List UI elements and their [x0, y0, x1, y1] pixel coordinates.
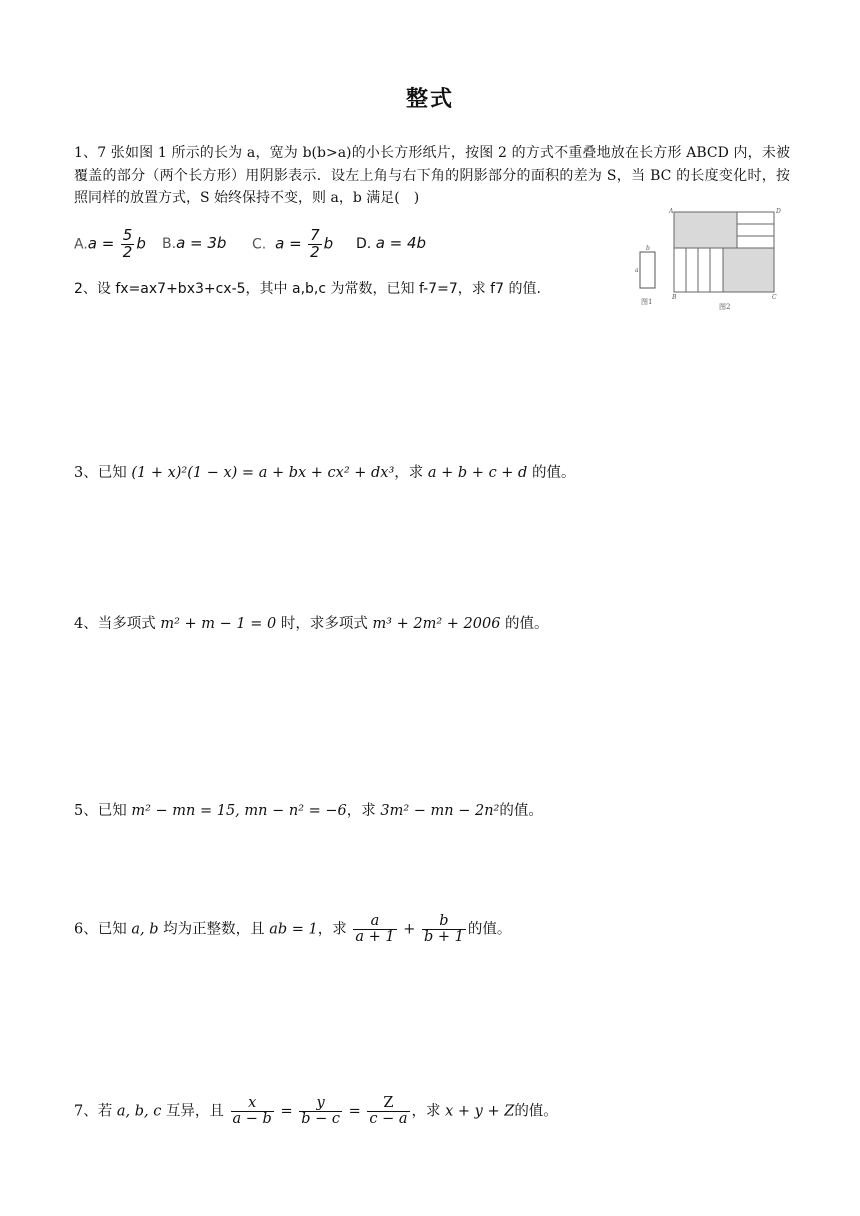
question-1-text: 1、7 张如图 1 所示的长为 a，宽为 b(b>a)的小长方形纸片，按图 2 的方式不重叠地放在长方形 ABCD 内，未被覆盖的部分（两个长方形）用阴影表示．设左上角与右下角的阴影部分的面积的差为 S，当 BC 的长度变化时，按照同样的放置方式，S 始终保持不变，则 a，b 满足( )	[74, 145, 790, 206]
question-7-equals-1: =	[280, 1103, 293, 1120]
option-c-rhs: b	[323, 234, 334, 253]
question-7-f1-numerator: x	[231, 1096, 274, 1112]
question-4-mid: 时，求多项式	[280, 616, 368, 632]
question-5-ask: 3m² − mn − 2n²	[380, 803, 500, 819]
question-7-ask: x + y + Z	[445, 1103, 515, 1120]
page-title: 整式	[405, 87, 454, 112]
option-a-rhs: b	[136, 234, 146, 253]
question-5-mid: ，求	[346, 803, 376, 819]
question-5	[74, 800, 543, 822]
question-4-suffix: 的值。	[505, 616, 549, 632]
question-7-fraction-2	[299, 1096, 342, 1127]
question-6-vars: a, b	[131, 921, 159, 938]
question-6-f1-denominator: a + 1	[355, 929, 395, 946]
question-7-mid2: ，求	[411, 1103, 441, 1120]
figure-1-b-label: b	[646, 245, 650, 252]
question-3-ask: a + b + c + d	[427, 465, 528, 481]
option-c-label: C.	[252, 236, 267, 253]
question-7-f1-denominator: a − b	[232, 1111, 272, 1128]
question-6-condition: ab = 1	[269, 921, 318, 938]
question-7-f2-denominator: b − c	[301, 1111, 340, 1128]
question-5-formula: m² − mn = 15, mn − n² = −6	[131, 803, 347, 819]
corner-c: C	[772, 294, 777, 301]
question-6-f2-denominator: b + 1	[423, 929, 464, 946]
question-6-suffix: 的值。	[467, 921, 512, 938]
question-7-f3-numerator: Z	[367, 1096, 409, 1112]
question-4-prefix: 4、当多项式	[74, 616, 156, 632]
corner-d: D	[776, 208, 781, 215]
question-2: 2、设 fx=ax7+bx3+cx-5，其中 a,b,c 为常数，已知 f-7=7，求 f7 的值.	[74, 281, 541, 297]
option-a-denominator: 2	[122, 242, 133, 261]
corner-a: A	[669, 208, 674, 215]
option-b-label: B.	[162, 236, 177, 252]
question-6-f2-numerator: b	[422, 914, 466, 930]
question-5-suffix: 的值。	[499, 803, 543, 819]
question-7	[74, 1096, 558, 1127]
question-3-suffix: 的值。	[531, 465, 576, 481]
option-a-fraction	[121, 228, 135, 261]
option-c-numerator: 7	[310, 226, 320, 244]
option-d[interactable]	[356, 234, 426, 252]
question-7-mid1: 互异，且	[165, 1103, 224, 1120]
question-6	[74, 914, 511, 945]
question-7-vars: a, b, c	[116, 1103, 162, 1120]
question-4	[74, 613, 549, 635]
question-3-mid: ，求	[394, 465, 424, 481]
option-c-fraction	[308, 228, 322, 261]
question-3-prefix: 3、已知	[74, 465, 127, 481]
option-b-expr: a = 3b	[176, 234, 227, 252]
shaded-bottom-right	[723, 248, 774, 292]
question-4-formula: m² + m − 1 = 0	[160, 616, 277, 632]
option-c-denominator: 2	[310, 242, 320, 261]
shaded-top-left	[674, 212, 737, 248]
question-6-mid2: ，求	[317, 921, 347, 938]
question-6-prefix: 6、已知	[74, 921, 127, 938]
option-d-label: D.	[356, 236, 372, 252]
question-5-prefix: 5、已知	[74, 803, 127, 819]
option-a-numerator: 5	[122, 226, 133, 244]
question-7-f2-numerator: y	[299, 1096, 342, 1112]
question-7-fraction-3	[367, 1096, 409, 1127]
option-d-expr: a = 4b	[375, 234, 427, 252]
corner-b: B	[672, 294, 677, 301]
question-7-equals-2: =	[348, 1103, 361, 1120]
question-7-prefix: 7、若	[74, 1103, 113, 1120]
question-7-suffix: 的值。	[514, 1103, 558, 1120]
question-6-plus: +	[403, 921, 416, 938]
question-6-fraction-1	[353, 914, 396, 945]
figure-1-caption: 图1	[641, 298, 653, 306]
question-7-f3-denominator: c − a	[369, 1111, 408, 1128]
option-c-lhs: a =	[275, 234, 302, 253]
option-a-lhs: a =	[87, 234, 115, 253]
option-a-label: A.	[74, 236, 88, 253]
question-6-fraction-2	[422, 914, 466, 945]
option-b[interactable]	[162, 234, 226, 252]
question-3	[74, 462, 575, 484]
option-a[interactable]	[74, 228, 146, 261]
option-c[interactable]	[252, 228, 333, 261]
figure-2-caption: 图2	[719, 303, 731, 311]
question-3-formula: (1 + x)²(1 − x) = a + bx + cx² + dx³	[131, 465, 395, 481]
question-7-fraction-1	[231, 1096, 274, 1127]
small-rect-stack	[737, 212, 774, 248]
question-6-f1-numerator: a	[353, 914, 396, 930]
figure-1-rectangle	[640, 252, 655, 288]
figure-1-a-label: a	[635, 267, 639, 274]
question-1-figure	[630, 204, 790, 314]
question-4-ask: m³ + 2m² + 2006	[372, 616, 501, 632]
question-6-mid1: 均为正整数，且	[163, 921, 265, 938]
